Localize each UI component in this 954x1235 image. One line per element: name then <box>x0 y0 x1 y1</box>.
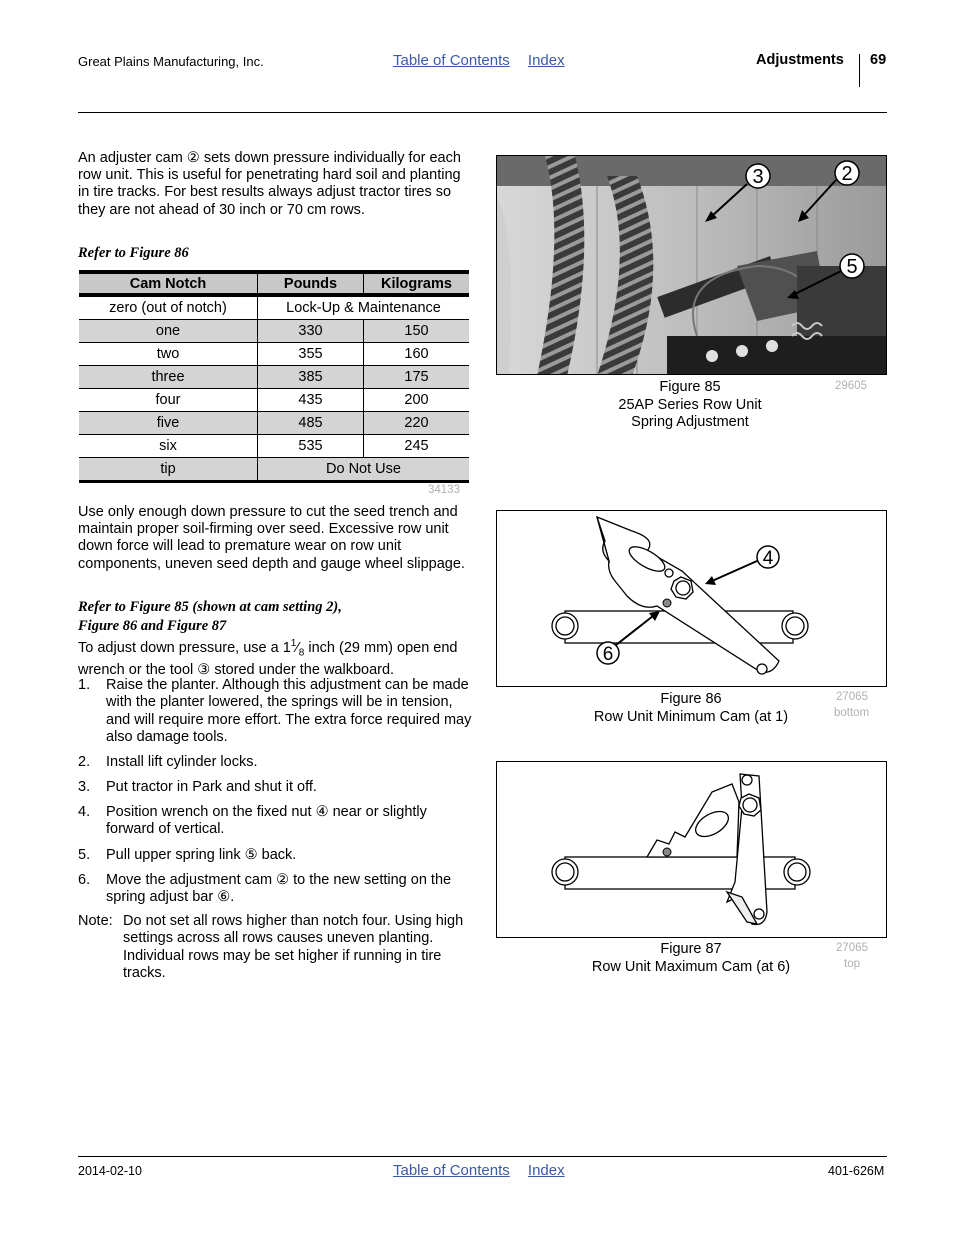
svg-text:4: 4 <box>762 548 774 569</box>
toc-link[interactable]: Table of Contents <box>393 52 510 69</box>
figure-87-title: Row Unit Maximum Cam (at 6) <box>591 958 791 975</box>
list-item <box>78 847 473 864</box>
step-text: Move the adjustment cam ② to the new setting on the spring adjust bar ⑥. <box>106 871 452 905</box>
footer-date: 2014-02-10 <box>78 1164 142 1178</box>
footer-toc-link[interactable]: Table of Contents <box>393 1162 510 1179</box>
refer-figure-86: Refer to Figure 86 <box>78 245 189 261</box>
figure-87-id: 27065 <box>836 942 868 954</box>
cell-notch: five <box>79 412 258 435</box>
step-text: Put tractor in Park and shut it off. <box>106 779 317 796</box>
list-item <box>78 779 473 796</box>
figure-85-title-line2: Spring Adjustment <box>631 414 749 430</box>
cell-kg: 160 <box>364 343 470 366</box>
cam-pressure-table <box>79 270 469 483</box>
maximum-cam-diagram <box>497 762 886 937</box>
figure-86-id: 27065 <box>836 691 868 703</box>
footer-index-link[interactable]: Index <box>527 1162 565 1179</box>
figure-86-title: Row Unit Minimum Cam (at 1) <box>593 708 789 725</box>
col-cam-notch: Cam Notch <box>79 272 258 295</box>
note-text: Do not set all rows higher than notch four. Using high settings across all rows causes uneven planting. Individual rows may be set higher if running in tire tracks. <box>123 913 464 981</box>
figure-86-frame <box>496 510 887 687</box>
cell-notch: tip <box>79 458 258 482</box>
step-number: 1. <box>78 677 91 693</box>
step-text: Raise the planter. Although this adjustment can be made with the planter lowered, the springs will be in tension, and will require more effort. The extra force required may also damage tools. <box>106 677 472 745</box>
svg-text:6: 6 <box>602 644 614 665</box>
cell-span: Lock-Up & Maintenance <box>258 295 470 320</box>
header-rule <box>78 112 887 113</box>
list-item <box>78 677 473 746</box>
cell-notch: two <box>79 343 258 366</box>
cell-pounds: 535 <box>258 435 364 458</box>
footer-rule <box>78 1156 887 1157</box>
cell-kg: 175 <box>364 366 470 389</box>
minimum-cam-diagram <box>497 511 886 686</box>
cell-notch: three <box>79 366 258 389</box>
footer-nav <box>393 1162 579 1179</box>
figure-85-title-line1: 25AP Series Row Unit <box>618 396 762 413</box>
step-text: Install lift cylinder locks. <box>106 753 258 770</box>
fraction-numerator: 1 <box>290 638 297 649</box>
note <box>78 913 473 982</box>
adjust-text-start: To adjust down pressure, use a 1 <box>78 639 291 656</box>
page-number: 69 <box>870 52 887 68</box>
step-number: 2. <box>78 753 91 770</box>
refer-figures-85-87-line1: Refer to Figure 85 (shown at cam setting 2), <box>78 599 342 615</box>
cell-notch: one <box>79 320 258 343</box>
section-title: Adjustments <box>756 52 844 68</box>
header-divider <box>859 54 860 87</box>
cell-notch: zero (out of notch) <box>79 295 258 320</box>
table-row <box>79 320 469 343</box>
list-item <box>78 754 473 771</box>
step-number: 5. <box>78 846 91 863</box>
cell-kg: 245 <box>364 435 470 458</box>
adjust-text-end: inch (29 mm) open end wrench or the tool ③ stored under the walkboard. <box>78 639 458 678</box>
figure-87-id-label: top <box>844 958 860 970</box>
svg-text:3: 3 <box>752 166 764 188</box>
cell-pounds: 485 <box>258 412 364 435</box>
table-row <box>79 343 469 366</box>
svg-text:2: 2 <box>841 163 853 185</box>
cell-notch: four <box>79 389 258 412</box>
refer-figures-85-87-line2: Figure 86 and Figure 87 <box>78 618 227 634</box>
header-nav <box>393 52 579 69</box>
table-row <box>79 366 469 389</box>
company-name: Great Plains Manufacturing, Inc. <box>78 54 264 69</box>
cell-pounds: 435 <box>258 389 364 412</box>
cell-kg: 220 <box>364 412 470 435</box>
figure-85-caption <box>560 379 820 432</box>
table-row <box>79 435 469 458</box>
table-header-row <box>79 272 469 295</box>
cell-kg: 200 <box>364 389 470 412</box>
figure-85-photo <box>496 155 887 375</box>
cell-pounds: 385 <box>258 366 364 389</box>
figure-87-frame <box>496 761 887 938</box>
list-item <box>78 872 473 907</box>
figure-86-number: Figure 86 <box>660 691 722 707</box>
table-figure-id: 34133 <box>428 484 460 496</box>
adjust-paragraph: To adjust down pressure, use a $1^1⁄_8$ inch (29 mm) open end wrench or the tool ③ stored under the walkboard. <box>78 638 458 678</box>
table-row <box>79 412 469 435</box>
adjustment-steps <box>78 677 473 914</box>
table-row <box>79 389 469 412</box>
col-pounds: Pounds <box>258 272 364 295</box>
figure-85-id: 29605 <box>835 380 867 392</box>
list-item <box>78 804 473 839</box>
figure-87-number: Figure 87 <box>660 941 722 957</box>
fraction-denominator: 8 <box>298 647 305 659</box>
cell-pounds: 355 <box>258 343 364 366</box>
callout-4 <box>705 546 779 585</box>
planter-photo-illustration <box>497 156 887 375</box>
figure-86-id-label: bottom <box>834 707 870 719</box>
step-number: 4. <box>78 804 91 821</box>
cell-span: Do Not Use <box>258 458 470 482</box>
table-row <box>79 295 469 320</box>
cell-pounds: 330 <box>258 320 364 343</box>
step-number: 6. <box>78 871 91 888</box>
step-text: Pull upper spring link ⑤ back. <box>106 846 297 863</box>
cell-notch: six <box>79 435 258 458</box>
note-label: Note: <box>78 913 113 929</box>
col-kilograms: Kilograms <box>364 272 470 295</box>
step-text: Position wrench on the fixed nut ④ near or slightly forward of vertical. <box>106 804 427 838</box>
index-link[interactable]: Index <box>527 52 565 69</box>
step-number: 3. <box>78 779 91 796</box>
table-row <box>79 458 469 482</box>
figure-85-number: Figure 85 <box>659 379 721 395</box>
pressure-paragraph: Use only enough down pressure to cut the seed trench and maintain proper soil-firming over seed. Excessive row unit down force will lead to premature wear on row unit components, uneven seed depth and gauge wheel slippage. <box>78 504 465 572</box>
intro-paragraph: An adjuster cam ② sets down pressure individually for each row unit. This is useful for penetrating hard soil and planting in tire tracks. For best results always adjust tractor tires so they are not ahead of 30 inch or 70 cm rows. <box>78 150 461 218</box>
cell-kg: 150 <box>364 320 470 343</box>
document-number: 401-626M <box>828 1164 885 1178</box>
figure-87-caption <box>560 941 822 976</box>
svg-text:5: 5 <box>846 256 858 278</box>
figure-86-caption <box>560 691 822 726</box>
